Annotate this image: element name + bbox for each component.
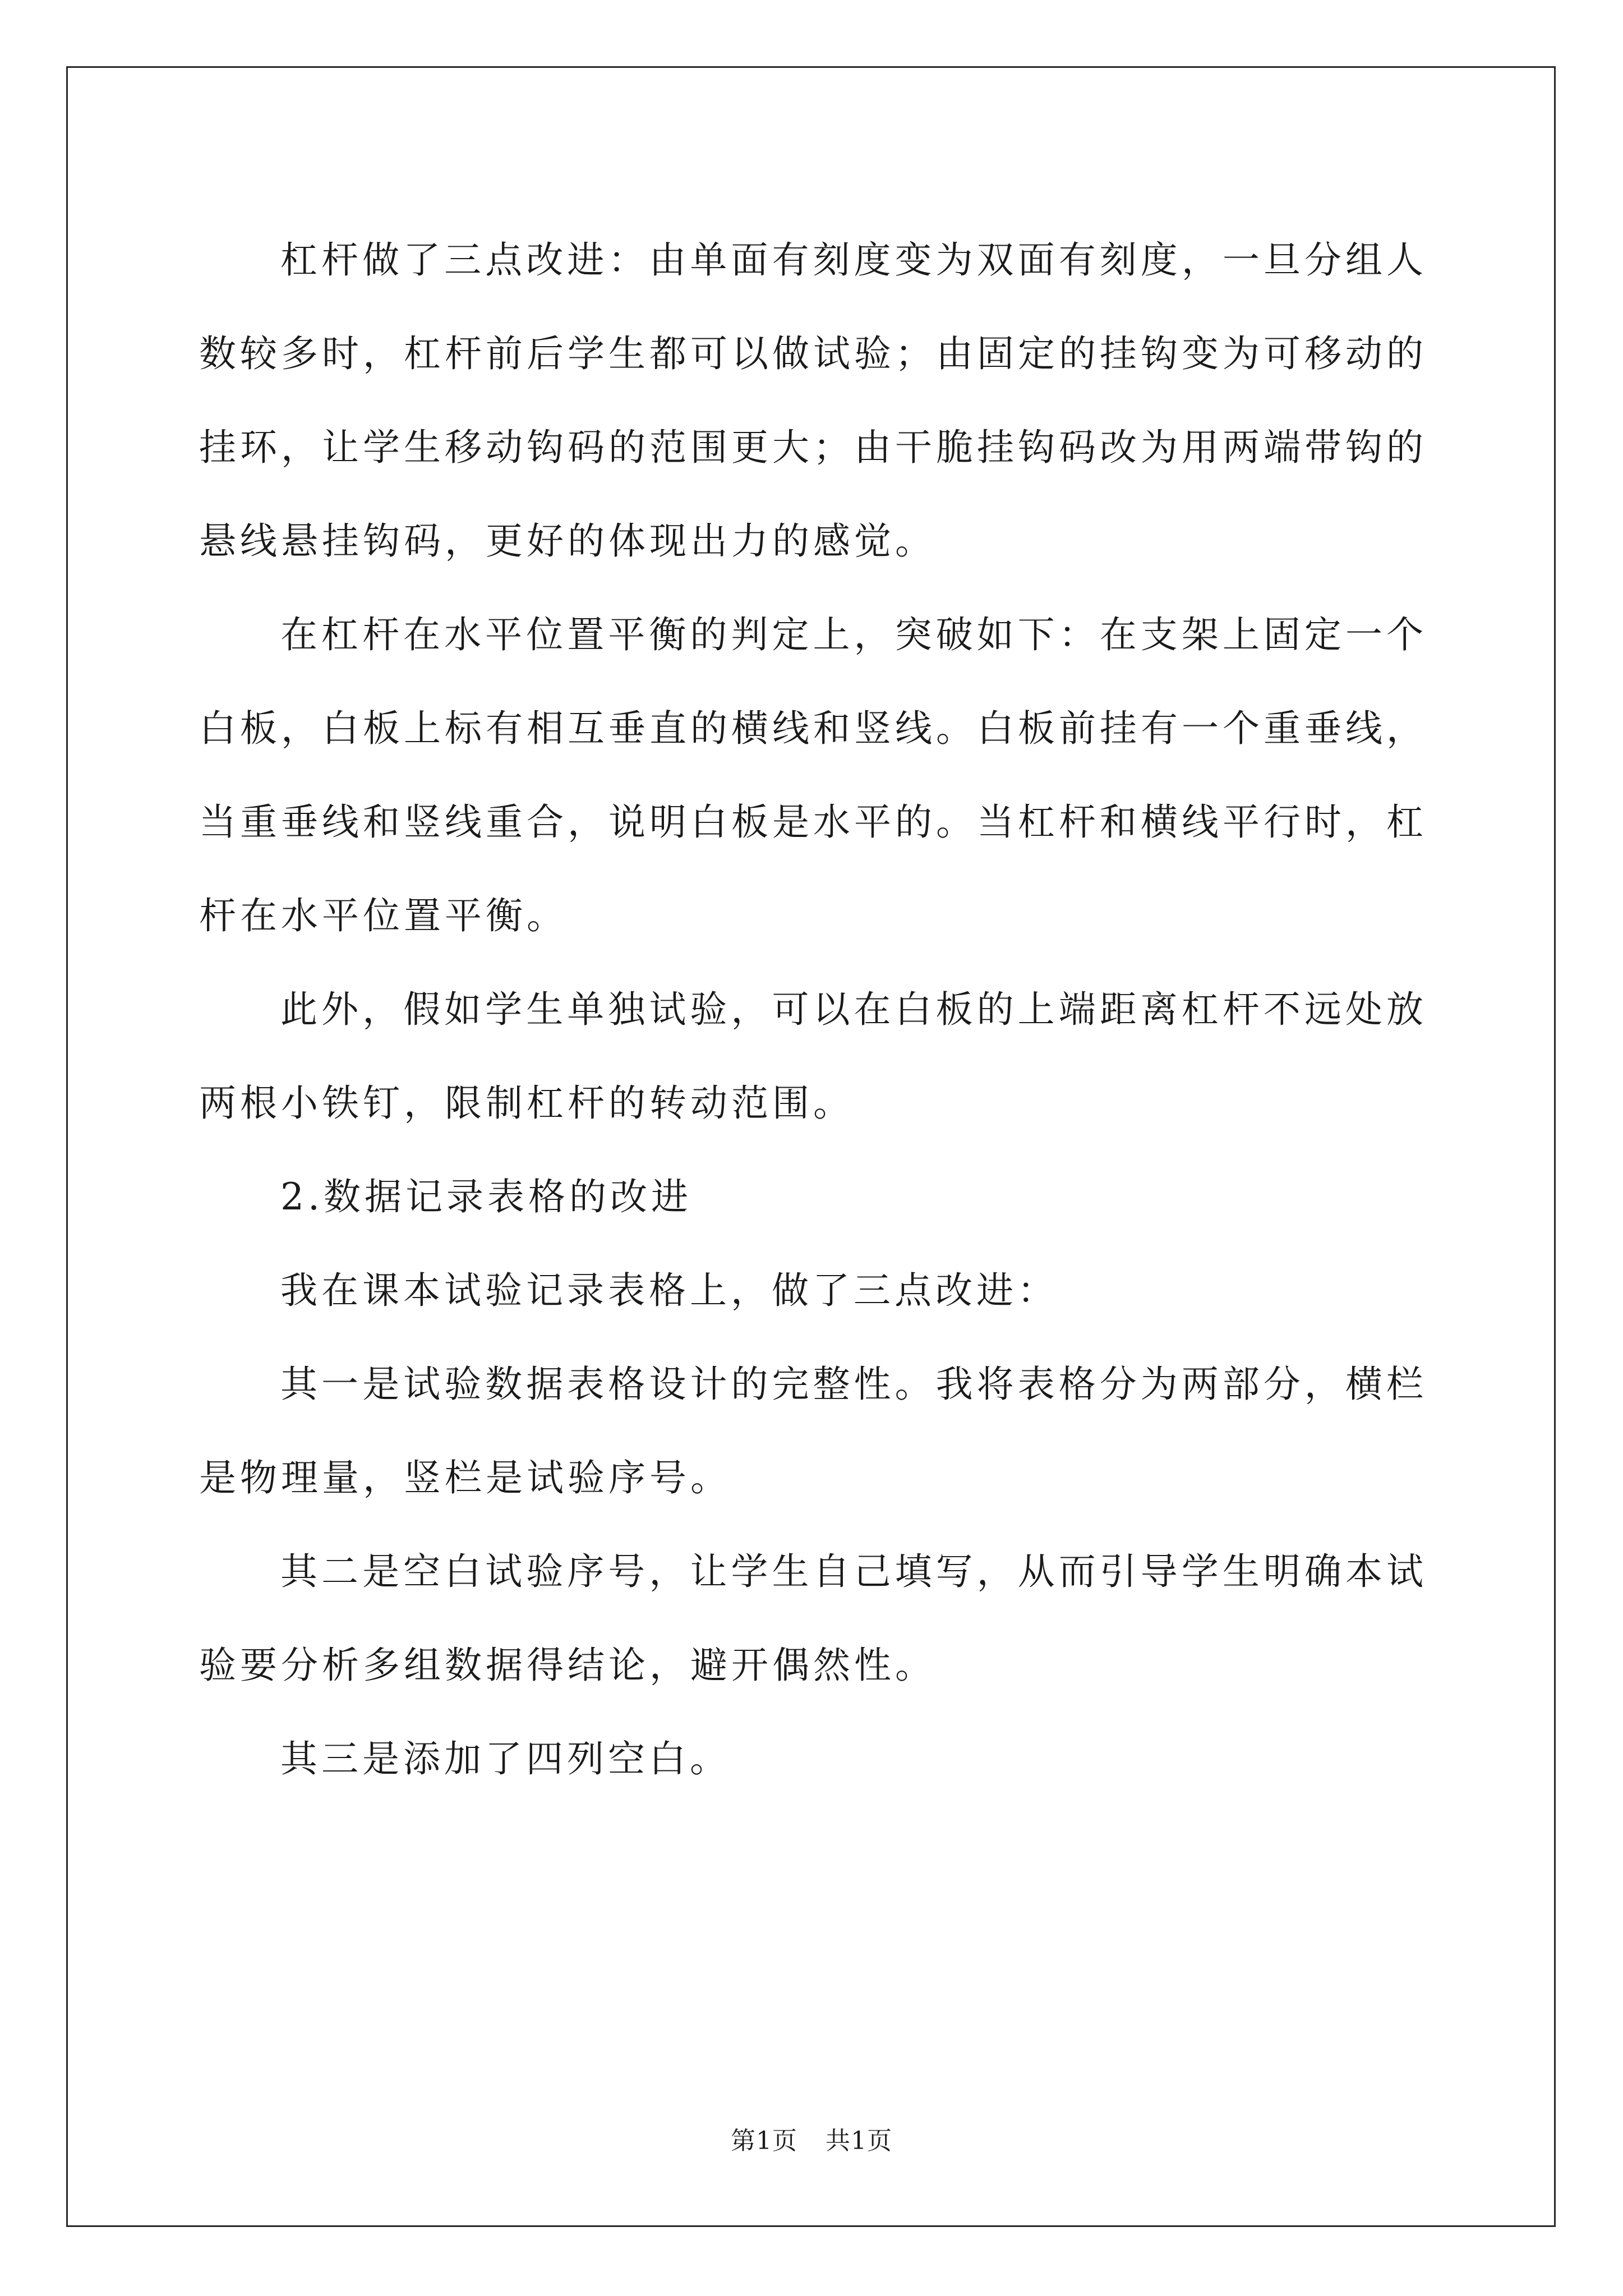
paragraph: 其一是试验数据表格设计的完整性。我将表格分为两部分，横栏是物理量，竖栏是试验序号。 <box>199 1363 1427 1499</box>
paragraph: 我在课本试验记录表格上，做了三点改进： <box>280 1269 1058 1312</box>
page-number-total: 共1页 <box>826 2127 892 2155</box>
paragraph: 其二是空白试验序号，让学生自己填写，从而引导学生明确本试验要分析多组数据得结论，避开偶然性。 <box>199 1550 1427 1687</box>
paragraph: 此外，假如学生单独试验，可以在白板的上端距离杠杆不远处放两根小铁钉，限制杠杆的转动范围。 <box>199 988 1427 1125</box>
paragraph: 其三是添加了四列空白。 <box>280 1737 731 1780</box>
paragraph: 杠杆做了三点改进：由单面有刻度变为双面有刻度，一旦分组人数较多时，杠杆前后学生都可以做试验；由固定的挂钩变为可移动的挂环，让学生移动钩码的范围更大；由干脆挂钩码改为用两端带钩的悬线悬挂钩码，更好的体现出力的感觉。 <box>199 238 1427 563</box>
page-number-current: 第1页 <box>731 2127 797 2155</box>
page-footer <box>0 2120 1623 2156</box>
section-heading: 2.数据记录表格的改进 <box>280 1175 692 1218</box>
document-body <box>199 213 1427 1806</box>
paragraph: 在杠杆在水平位置平衡的判定上，突破如下：在支架上固定一个白板，白板上标有相互垂直的横线和竖线。白板前挂有一个重垂线，当重垂线和竖线重合，说明白板是水平的。当杠杆和横线平行时，杠杆在水平位置平衡。 <box>199 613 1427 937</box>
